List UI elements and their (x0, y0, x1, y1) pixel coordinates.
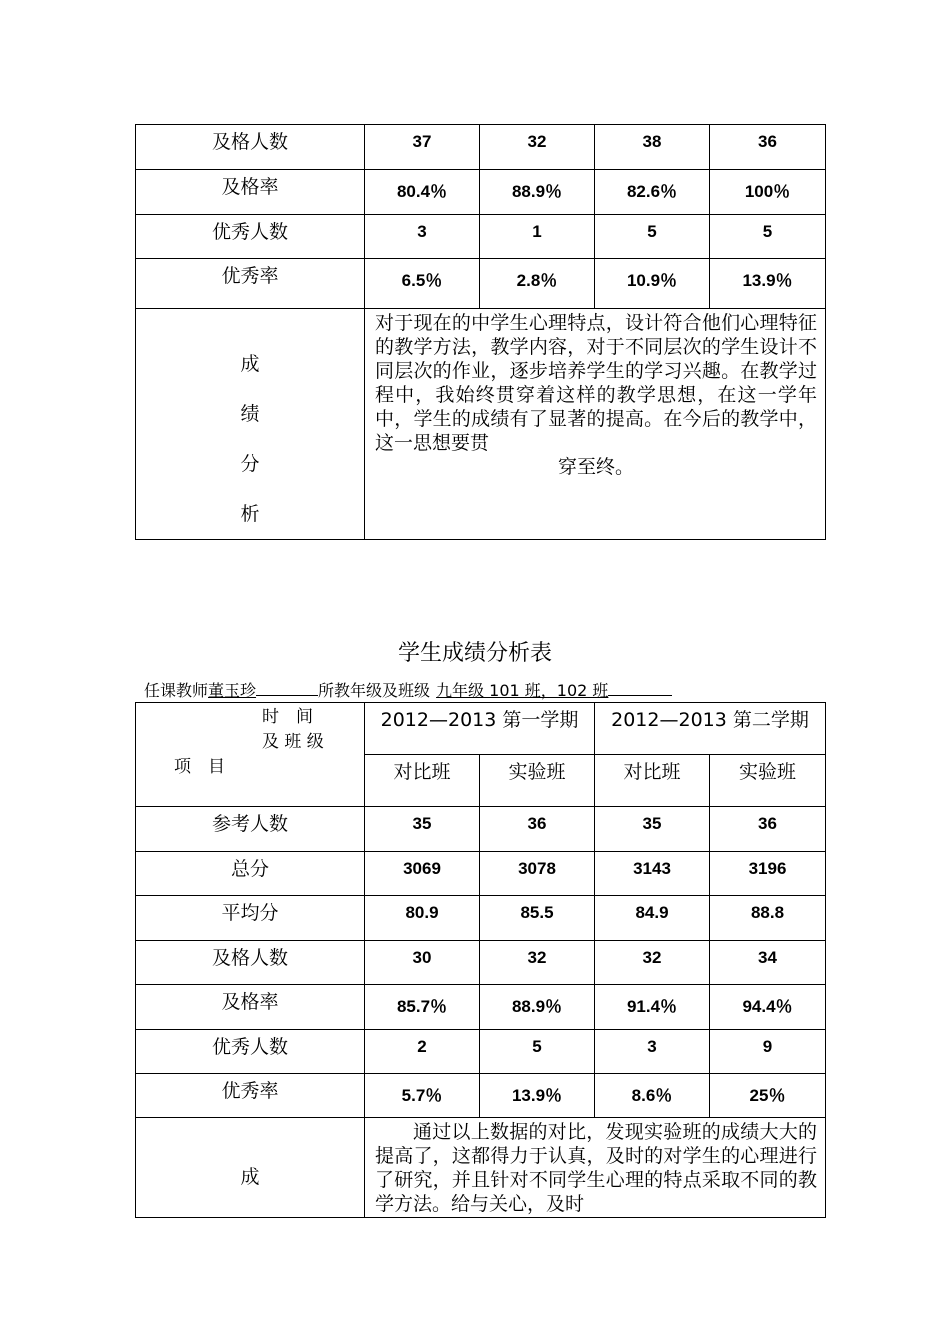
semester-header: 2012—2013 第二学期 (595, 703, 826, 755)
table-cell: 5 (710, 215, 826, 259)
table-cell: 30 (365, 941, 480, 985)
class-header: 实验班 (710, 755, 826, 807)
row-label: 及格率 (136, 985, 365, 1030)
table-cell: 32 (480, 125, 595, 170)
analysis-label (136, 309, 365, 540)
table-cell: 2 (365, 1030, 480, 1074)
table-cell: 80.9 (365, 896, 480, 941)
analysis-row (136, 309, 826, 540)
table-row (136, 259, 826, 309)
table-cell: 36 (710, 807, 826, 852)
table-cell: 3196 (710, 852, 826, 896)
table-cell: 37 (365, 125, 480, 170)
grade-label: 所教年级及班级 (318, 681, 431, 700)
table-cell: 38 (595, 125, 710, 170)
table-cell: 5.7％ (365, 1074, 480, 1118)
row-label: 优秀率 (136, 259, 365, 309)
table-cell: 91.4％ (595, 985, 710, 1030)
analysis-text: 对于现在的中学生心理特点，设计符合他们心理特征的教学方法，教学内容，对于不同层次的学生设计不同层次的作业，逐步培养学生的学习兴趣。在教学过程中，我始终贯穿着这样的教学思想，在这一学年中，学生的成绩有了显著的提高。在今后的教学中，这一思想要贯 (375, 312, 817, 454)
table-cell: 35 (365, 807, 480, 852)
table-row (136, 125, 826, 170)
table-cell: 3078 (480, 852, 595, 896)
table-cell: 10.9％ (595, 259, 710, 309)
corner-item: 项 目 (174, 757, 225, 777)
grade-value: 九年级 101 班，102 班 (436, 681, 609, 700)
analysis-label-char: 绩 (240, 403, 260, 425)
table-cell: 3 (365, 215, 480, 259)
table-cell: 5 (480, 1030, 595, 1074)
table-row (136, 170, 826, 215)
analysis-text-cell (365, 309, 826, 540)
analysis-label-char: 分 (240, 453, 260, 475)
teacher-name: 董玉珍 (208, 681, 257, 700)
table-row (136, 215, 826, 259)
table-cell: 8.6％ (595, 1074, 710, 1118)
row-label: 及格率 (136, 170, 365, 215)
row-label: 平均分 (136, 896, 365, 941)
table-cell: 80.4％ (365, 170, 480, 215)
table-cell: 9 (710, 1030, 826, 1074)
table-cell: 100％ (710, 170, 826, 215)
class-header: 实验班 (480, 755, 595, 807)
corner-header (136, 703, 365, 807)
table-cell: 88.8 (710, 896, 826, 941)
analysis-text-end: 穿至终。 (557, 456, 634, 478)
table-row (136, 852, 826, 896)
analysis-row (136, 1118, 826, 1218)
table-cell: 32 (595, 941, 710, 985)
table-row (136, 896, 826, 941)
table-cell: 88.9％ (480, 985, 595, 1030)
row-label: 参考人数 (136, 807, 365, 852)
row-label: 及格人数 (136, 125, 365, 170)
table-row (136, 807, 826, 852)
table-cell: 84.9 (595, 896, 710, 941)
underline-blank (608, 681, 672, 696)
table-cell: 85.7％ (365, 985, 480, 1030)
analysis-label-char: 成 (240, 353, 260, 375)
row-label: 优秀率 (136, 1074, 365, 1118)
class-header: 对比班 (595, 755, 710, 807)
table-cell: 85.5 (480, 896, 595, 941)
table-cell: 35 (595, 807, 710, 852)
row-label: 优秀人数 (136, 1030, 365, 1074)
table-cell: 82.6％ (595, 170, 710, 215)
table-cell: 3069 (365, 852, 480, 896)
table-cell: 88.9％ (480, 170, 595, 215)
corner-time: 时 间 (262, 707, 313, 727)
table-row (136, 941, 826, 985)
table-cell: 25％ (710, 1074, 826, 1118)
underline-blank (256, 681, 318, 696)
table-cell: 34 (710, 941, 826, 985)
table-cell: 36 (480, 807, 595, 852)
table-cell: 36 (710, 125, 826, 170)
table-cell: 3 (595, 1030, 710, 1074)
row-label: 及格人数 (136, 941, 365, 985)
table-cell: 2.8％ (480, 259, 595, 309)
score-table-continued (135, 124, 826, 540)
table-cell: 5 (595, 215, 710, 259)
teacher-label: 任课教师 (144, 681, 209, 700)
table-row (136, 1030, 826, 1074)
analysis-label: 成 (136, 1118, 365, 1218)
class-header: 对比班 (365, 755, 480, 807)
table-cell: 13.9％ (480, 1074, 595, 1118)
table-row (136, 1074, 826, 1118)
table-cell: 94.4％ (710, 985, 826, 1030)
table-row (136, 985, 826, 1030)
table-cell: 13.9％ (710, 259, 826, 309)
row-label: 优秀人数 (136, 215, 365, 259)
table-cell: 3143 (595, 852, 710, 896)
analysis-label-char: 析 (240, 503, 260, 525)
semester-header: 2012—2013 第一学期 (365, 703, 595, 755)
table-cell: 32 (480, 941, 595, 985)
table-cell: 1 (480, 215, 595, 259)
page-title: 学生成绩分析表 (397, 641, 552, 666)
score-analysis-table (135, 702, 826, 1218)
analysis-text: 通过以上数据的对比，发现实验班的成绩大大的提高了，这都得力于认真，及时的对学生的心理进行了研究，并且针对不同学生心理的特点采取不同的教学方法。给与关心，及时 (365, 1118, 826, 1218)
table-cell: 6.5％ (365, 259, 480, 309)
semester-header-row (136, 703, 826, 755)
teacher-info-line (144, 678, 672, 701)
row-label: 总分 (136, 852, 365, 896)
corner-class: 及 班 级 (262, 732, 324, 752)
